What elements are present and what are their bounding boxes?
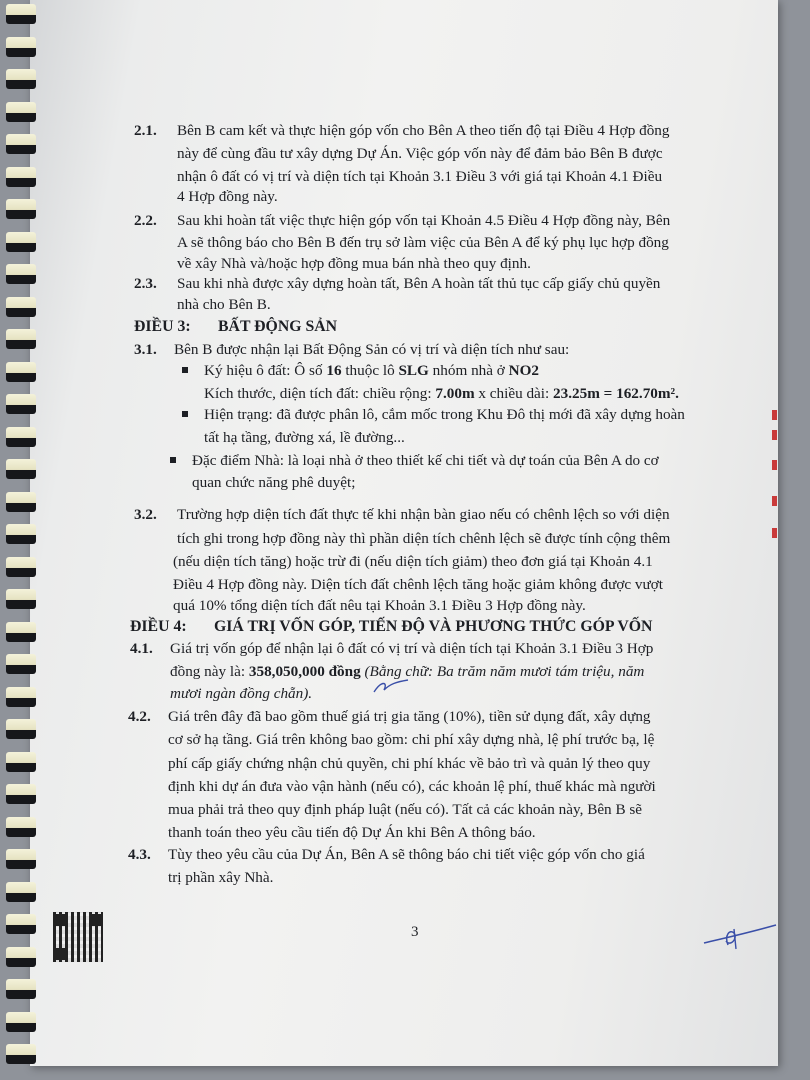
clause-4-2-line: thanh toán theo yêu cầu tiến độ Dự Án khi Bên A thông báo. (168, 824, 536, 841)
binding-ring (6, 167, 36, 183)
clause-number: 3.1. (134, 341, 157, 358)
binding-ring (6, 264, 36, 280)
bullet-marker (170, 457, 176, 463)
binding-ring (6, 4, 36, 20)
clause-number: 3.2. (134, 506, 157, 523)
clause-number: 2.2. (134, 212, 157, 229)
clause-4-1-amount-line: đồng này là: 358,050,000 đồng (Bằng chữ: Ba trăm năm mươi tám triệu, năm (170, 663, 645, 680)
binding-ring (6, 589, 36, 605)
bullet-house-line: Đặc điểm Nhà: là loại nhà ở theo thiết kế chi tiết và dự toán của Bên A do cơ (192, 452, 659, 469)
binding-ring (6, 297, 36, 313)
clause-2-2-line: về xây Nhà và/hoặc hợp đồng mua bán nhà theo quy định. (177, 255, 531, 272)
article-3-label: ĐIỀU 3: (134, 318, 191, 335)
red-stamp-edge (770, 410, 780, 550)
binding-ring (6, 102, 36, 118)
bullet-marker (182, 367, 188, 373)
clause-2-1-line: này để cùng đầu tư xây dựng Dự Án. Việc góp vốn này để đảm bảo Bên B được (177, 145, 663, 162)
initial-mark (372, 676, 412, 698)
article-3-title: BẤT ĐỘNG SẢN (218, 318, 338, 335)
clause-number: 4.1. (130, 640, 153, 657)
binding-ring (6, 232, 36, 248)
binding-ring (6, 427, 36, 443)
binding-ring (6, 817, 36, 833)
clause-number: 2.3. (134, 275, 157, 292)
clause-2-3-line: nhà cho Bên B. (177, 296, 271, 313)
clause-3-2-line: Trường hợp diện tích đất thực tế khi nhận bàn giao nếu có chênh lệch so với diện (177, 506, 670, 523)
bullet-house-line: quan chức năng phê duyệt; (192, 474, 356, 491)
binding-ring (6, 329, 36, 345)
bullet-plot-code: Ký hiệu ô đất: Ô số 16 thuộc lô SLG nhóm nhà ở NO2 (204, 362, 539, 379)
bullet-status-line: Hiện trạng: đã được phân lô, cắm mốc trong Khu Đô thị mới đã xây dựng hoàn (204, 406, 685, 423)
clause-4-3-line: trị phần xây Nhà. (168, 869, 274, 886)
binding-ring (6, 654, 36, 670)
clause-number: 4.2. (128, 708, 151, 725)
bullet-marker (182, 411, 188, 417)
page-number: 3 (411, 924, 419, 940)
binding-ring (6, 394, 36, 410)
clause-number: 2.1. (134, 122, 157, 139)
binding-ring (6, 1044, 36, 1060)
clause-4-2-line: phí cấp giấy chứng nhận chủ quyền, chi phí khác về bảo trì và quản lý theo quy (168, 755, 651, 772)
binding-ring (6, 719, 36, 735)
binding-ring (6, 459, 36, 475)
binding-ring (6, 979, 36, 995)
clause-2-1-line: Bên B cam kết và thực hiện góp vốn cho Bên A theo tiến độ tại Điều 4 Hợp đồng (177, 122, 670, 139)
bullet-status-line: tất hạ tầng, đường xá, lề đường... (204, 429, 405, 446)
clause-3-2-line: quá 10% tổng diện tích đất nêu tại Khoản 3.1 Điều 3 Hợp đồng này. (173, 597, 586, 614)
clause-4-3-line: Tùy theo yêu cầu của Dự Án, Bên A sẽ thông báo chi tiết việc góp vốn cho giá (168, 846, 645, 863)
article-4-label: ĐIỀU 4: (130, 618, 187, 635)
binding-ring (6, 622, 36, 638)
binding-ring (6, 687, 36, 703)
binding-ring (6, 37, 36, 53)
binding-ring (6, 914, 36, 930)
bullet-dimensions: Kích thước, diện tích đất: chiều rộng: 7.00m x chiều dài: 23.25m = 162.70m². (204, 385, 679, 402)
clause-2-2-line: A sẽ thông báo cho Bên B đến trụ sở làm việc của Bên A để ký phụ lục hợp đồng (177, 234, 669, 251)
qr-code (53, 912, 103, 962)
binding-ring (6, 849, 36, 865)
binding-ring (6, 524, 36, 540)
article-4-title: GIÁ TRỊ VỐN GÓP, TIẾN ĐỘ VÀ PHƯƠNG THỨC GÓP VỐN (214, 618, 653, 635)
binding-ring (6, 1012, 36, 1028)
binding-ring (6, 882, 36, 898)
clause-2-1-line: 4 Hợp đồng này. (177, 188, 278, 205)
binding-ring (6, 69, 36, 85)
clause-number: 4.3. (128, 846, 151, 863)
binding-ring (6, 199, 36, 215)
clause-4-2-line: Giá trên đây đã bao gồm thuế giá trị gia tăng (10%), tiền sử dụng đất, xây dựng (168, 708, 651, 725)
binding-ring (6, 784, 36, 800)
clause-4-1-line: Giá trị vốn góp để nhận lại ô đất có vị trí và diện tích tại Khoản 3.1 Điều 3 Hợp (170, 640, 654, 657)
clause-4-2-line: mua phải trả theo quy định pháp luật (nếu có). Tất cả các khoản này, Bên B sẽ (168, 801, 643, 818)
spiral-binding (0, 0, 44, 1080)
clause-3-2-line: tích ghi trong hợp đồng này thì phần diện tích chênh lệch sẽ được tính cộng thêm (177, 530, 671, 547)
clause-4-1-line: mươi ngàn đồng chẵn). (170, 685, 313, 702)
binding-ring (6, 947, 36, 963)
clause-4-2-line: định khi dự án đưa vào vận hành (nếu có), các khoản lệ phí, thuế khác mà người (168, 778, 656, 795)
clause-3-1-intro: Bên B được nhận lại Bất Động Sản có vị trí và diện tích như sau: (174, 341, 570, 358)
signature-mark (700, 915, 780, 955)
clause-3-2-line: (nếu diện tích tăng) hoặc trừ đi (nếu diện tích giảm) theo đơn giá tại Khoản 4.1 (173, 553, 653, 570)
binding-ring (6, 362, 36, 378)
binding-ring (6, 752, 36, 768)
binding-ring (6, 557, 36, 573)
binding-ring (6, 492, 36, 508)
clause-4-2-line: cơ sở hạ tầng. Giá trên không bao gồm: chi phí xây dựng nhà, lệ phí trước bạ, lệ (168, 731, 655, 748)
clause-2-1-line: nhận ô đất có vị trí và diện tích tại Khoản 3.1 Điều 3 với giá tại Khoản 4.1 Điều (177, 168, 663, 185)
clause-2-2-line: Sau khi hoàn tất việc thực hiện góp vốn tại Khoản 4.5 Điều 4 Hợp đồng này, Bên (177, 212, 671, 229)
clause-2-3-line: Sau khi nhà được xây dựng hoàn tất, Bên A hoàn tất thủ tục cấp giấy chủ quyền (177, 275, 661, 292)
clause-3-2-line: Điều 4 Hợp đồng này. Diện tích đất chênh lệch tăng hoặc giảm không được vượt (173, 576, 664, 593)
binding-ring (6, 134, 36, 150)
